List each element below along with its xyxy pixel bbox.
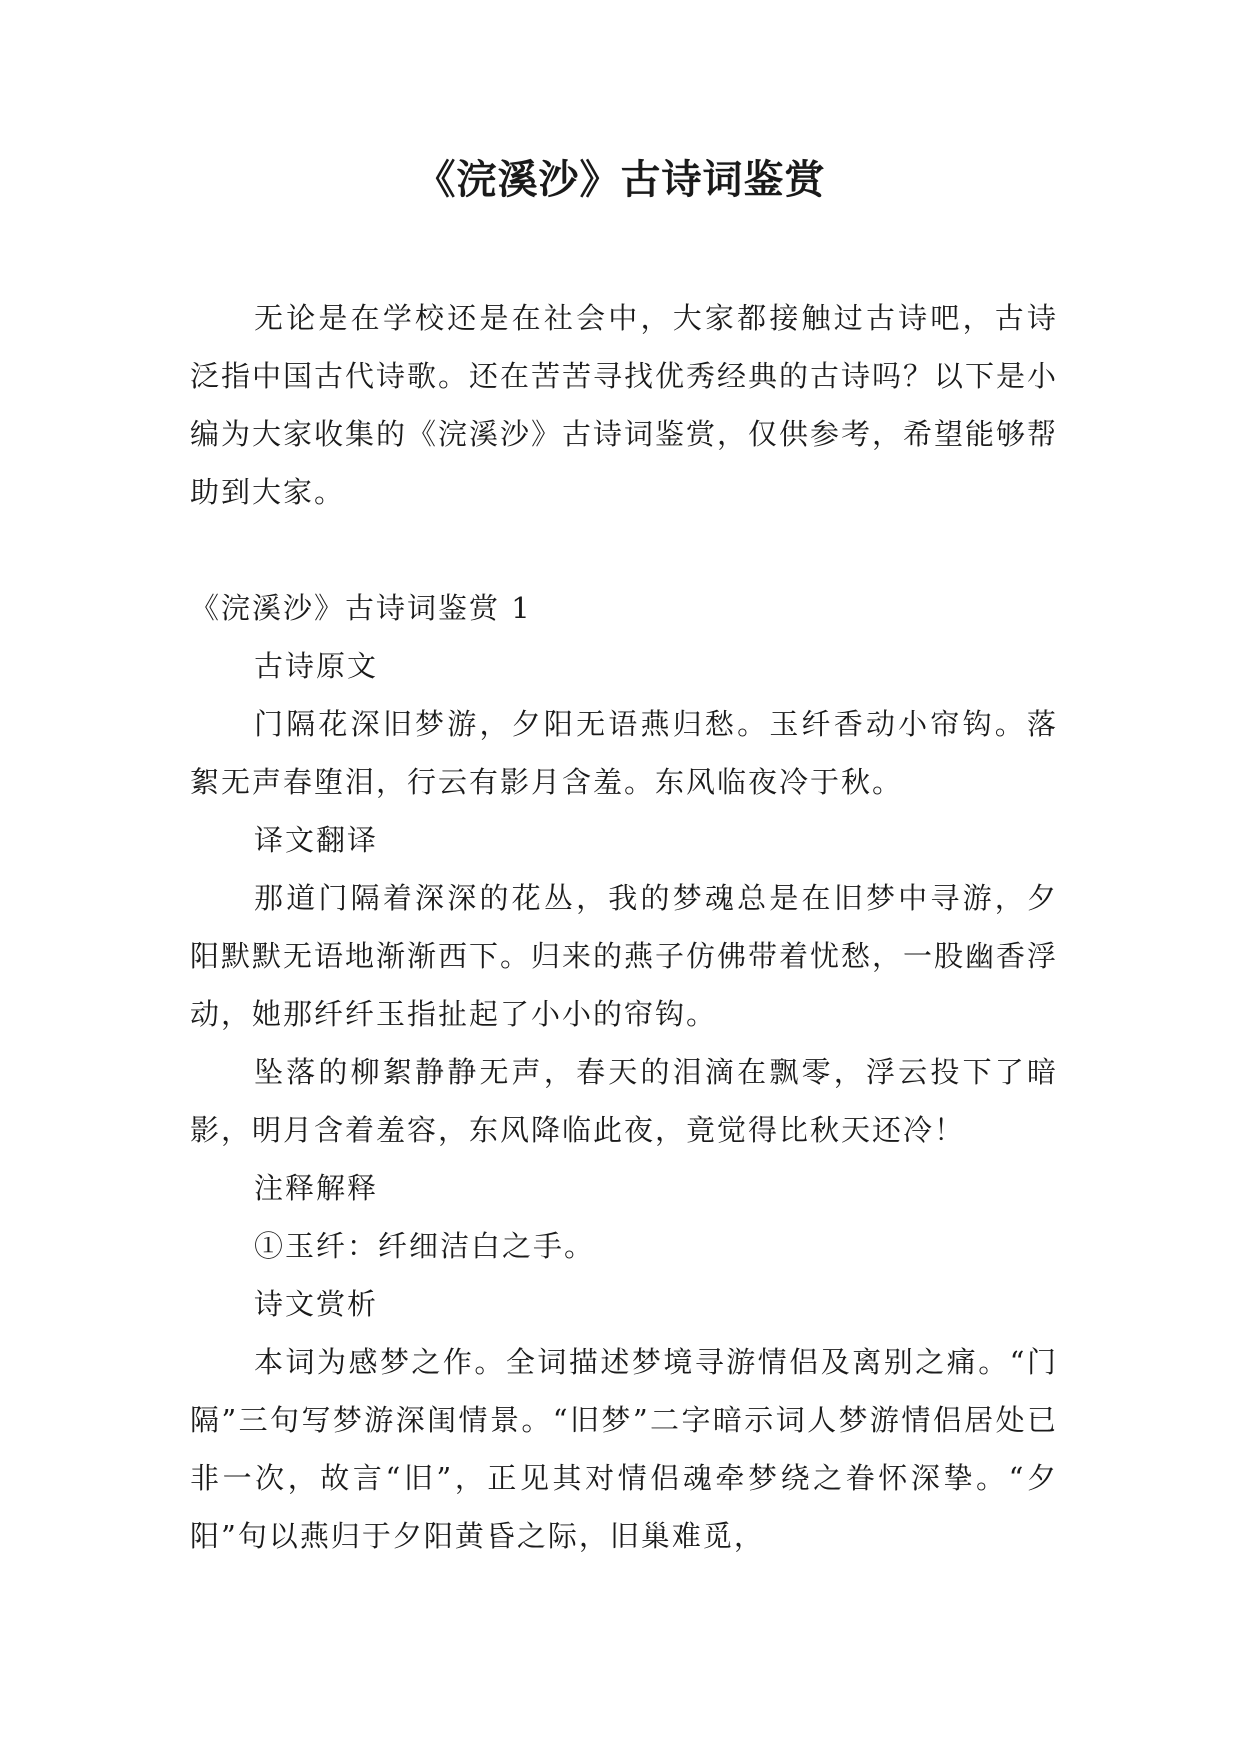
paragraph-spacer: [190, 521, 1058, 579]
section-title: 《浣溪沙》古诗词鉴赏 1: [190, 591, 532, 625]
note-item: ①玉纤：纤细洁白之手。: [254, 1229, 596, 1263]
document-body: [190, 289, 1058, 1565]
heading-notes: 注释解释: [254, 1171, 379, 1205]
heading-translation: 译文翻译: [254, 823, 379, 857]
intro-paragraph: 无论是在学校还是在社会中，大家都接触过古诗吧，古诗泛指中国古代诗歌。还在苦苦寻找优秀经典的古诗吗？以下是小编为大家收集的《浣溪沙》古诗词鉴赏，仅供参考，希望能够帮助到大家。: [190, 301, 1059, 509]
heading-original: 古诗原文: [254, 649, 379, 683]
translation-paragraph-2: 坠落的柳絮静静无声，春天的泪滴在飘零，浮云投下了暗影，明月含着羞容，东风降临此夜，竟觉得比秋天还冷！: [190, 1055, 1058, 1147]
appreciation-paragraph: 本词为感梦之作。全词描述梦境寻游情侣及离别之痛。“门隔”三句写梦游深闺情景。“旧梦”二字暗示词人梦游情侣居处已非一次，故言“旧”，正见其对情侣魂牵梦绕之眷怀深挚。“夕阳”句以燕归于夕阳黄昏之际，旧巢难觅，: [190, 1345, 1058, 1553]
document-title: 《浣溪沙》古诗词鉴赏: [415, 156, 826, 203]
original-text-paragraph: 门隔花深旧梦游，夕阳无语燕归愁。玉纤香动小帘钩。落絮无声春堕泪，行云有影月含羞。东风临夜冷于秋。: [190, 707, 1058, 799]
heading-appreciation: 诗文赏析: [254, 1287, 379, 1321]
translation-paragraph-1: 那道门隔着深深的花丛，我的梦魂总是在旧梦中寻游，夕阳默默无语地渐渐西下。归来的燕子仿佛带着忧愁，一股幽香浮动，她那纤纤玉指扯起了小小的帘钩。: [190, 881, 1059, 1031]
